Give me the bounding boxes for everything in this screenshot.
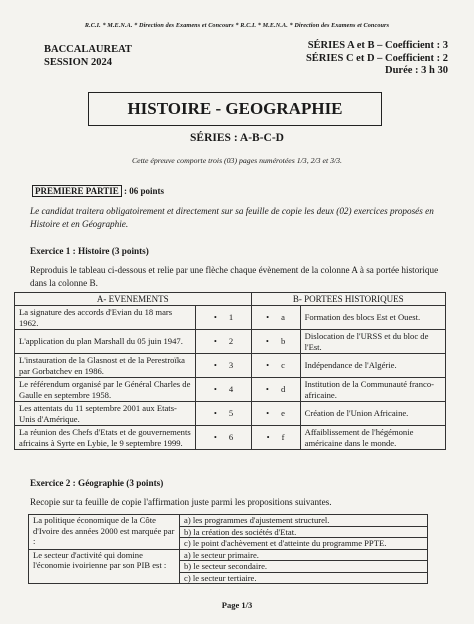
table-row [29, 515, 428, 527]
scope-cell: Indépendance de l'Algérie. [300, 354, 445, 378]
scope-letter: • d [251, 378, 300, 402]
exercise2-title: Exercice 2 : Géographie (3 points) [30, 478, 164, 488]
column-a-header: A- EVENEMENTS [15, 293, 252, 306]
event-number: • 5 [196, 402, 251, 426]
event-cell: Les attentats du 11 septembre 2001 aux Etats-Unis d'Amérique. [15, 402, 196, 426]
part-label: PREMIERE PARTIE [32, 185, 122, 197]
table-row [15, 402, 446, 426]
series-coefficients [306, 40, 448, 78]
event-cell: L'instauration de la Glasnost et de la Perestroïka par Gorbatchev en 1986. [15, 354, 196, 378]
table-row [15, 354, 446, 378]
events-table-header [15, 293, 446, 306]
scope-cell: Création de l'Union Africaine. [300, 402, 445, 426]
series-line-2: SÉRIES C et D – Coefficient : 2 [305, 52, 448, 64]
pages-note: Cette épreuve comporte trois (03) pages numérotées 1/3, 2/3 et 3/3. [131, 156, 343, 165]
table-row [29, 549, 428, 561]
option-cell: c) le point d'achèvement et d'atteinte du programme PPTE. [180, 538, 428, 550]
scope-cell: Dislocation de l'URSS et du bloc de l'Est. [300, 330, 445, 354]
propositions-table [28, 514, 428, 584]
part-points: : 06 points [121, 186, 165, 196]
scope-cell: Affaiblissement de l'hégémonie américaine dans le monde. [300, 426, 445, 450]
scope-cell: Formation des blocs Est et Ouest. [300, 306, 445, 330]
table-row [15, 306, 446, 330]
exercise2-instruction: Recopie sur ta feuille de copie l'affirmation juste parmi les propositions suivantes. [30, 497, 332, 507]
option-cell: c) le secteur tertiaire. [180, 572, 428, 584]
event-number: • 2 [196, 330, 251, 354]
table-row [15, 330, 446, 354]
event-number: • 1 [196, 306, 251, 330]
events-table [14, 292, 446, 450]
page-number: Page 1/3 [221, 600, 253, 610]
scope-letter: • a [251, 306, 300, 330]
subject-title: HISTOIRE - GEOGRAPHIE [88, 92, 382, 126]
event-number: • 4 [196, 378, 251, 402]
exercise1-instruction: Reproduis le tableau ci-dessous et relie par une flèche chaque évènement de la colonne A à sa portée historique dans la colonne B. [30, 265, 439, 288]
series-center: SÉRIES : A-B-C-D [190, 132, 284, 144]
header-line: R.C.I. * M.E.N.A. * Direction des Examens et Concours * R.C.I. * M.E.N.A. * Direction des Examens et Concours [84, 22, 390, 29]
scope-cell: Institution de la Communauté franco-africaine. [300, 378, 445, 402]
scope-letter: • f [251, 426, 300, 450]
option-cell: b) le secteur secondaire. [180, 561, 428, 573]
option-cell: a) le secteur primaire. [180, 549, 428, 561]
exam-session: SESSION 2024 [44, 56, 112, 68]
table-row [15, 378, 446, 402]
option-cell: b) la création des sociétés d'Etat. [180, 526, 428, 538]
event-number: • 6 [196, 426, 251, 450]
column-b-header: B- PORTEES HISTORIQUES [251, 293, 445, 306]
intro-text: Le candidat traitera obligatoirement et directement sur sa feuille de copie les deux (02) exercices proposés en Histoire et en Géographie. [30, 206, 434, 229]
series-line-1: SÉRIES A et B – Coefficient : 3 [307, 40, 448, 51]
part-heading [32, 186, 164, 196]
exam-block [44, 44, 132, 69]
statement-cell: La politique économique de la Côte d'Ivoire des années 2000 est marquée par : [29, 515, 180, 550]
duration: Durée : 3 h 30 [385, 65, 448, 76]
option-cell: a) les programmes d'ajustement structurel. [180, 515, 428, 527]
event-cell: La signature des accords d'Evian du 18 mars 1962. [15, 306, 196, 330]
scope-letter: • b [251, 330, 300, 354]
exercise1-title: Exercice 1 : Histoire (3 points) [30, 246, 149, 256]
event-cell: La réunion des Chefs d'Etats et de gouvernements africains à Syrte en Lybie, le 9 septembre 1999. [15, 426, 196, 450]
event-cell: Le référendum organisé par le Général Charles de Gaulle en septembre 1958. [15, 378, 196, 402]
scope-letter: • e [251, 402, 300, 426]
exam-name: BACCALAUREAT [44, 44, 132, 55]
event-number: • 3 [196, 354, 251, 378]
scope-letter: • c [251, 354, 300, 378]
table-row [15, 426, 446, 450]
statement-cell: Le secteur d'activité qui domine l'économie ivoirienne par son PIB est : [29, 549, 180, 584]
event-cell: L'application du plan Marshall du 05 juin 1947. [15, 330, 196, 354]
